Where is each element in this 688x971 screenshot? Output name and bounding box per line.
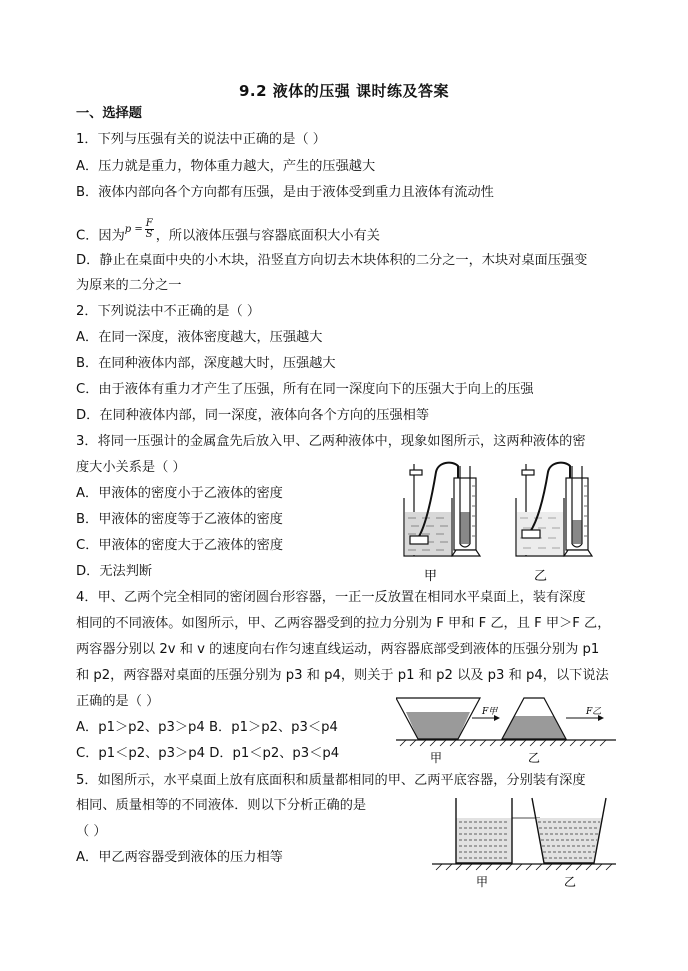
q4-options-cd: C．p1＜p2、p3＞p4 D．p1＜p2、p3＜p4 bbox=[76, 746, 340, 761]
q2-option-a: A．在同一深度，液体密度越大，压强越大 bbox=[76, 330, 323, 345]
gauge-apparatus-jia bbox=[404, 463, 480, 556]
q3-stem-line2: 度大小关系是（ ） bbox=[76, 460, 186, 475]
q4-line3: 两容器分别以 2v 和 v 的速度向右作匀速直线运动，两容器底部受到液体的压强分别为 p1 bbox=[76, 642, 600, 657]
q3-option-c: C．甲液体的密度大于乙液体的密度 bbox=[76, 538, 284, 553]
q1-option-c-suffix: ，所以液体压强与容器底面积大小有关 bbox=[155, 228, 380, 244]
q4-line2: 相同的不同液体。如图所示，甲、乙两容器受到的拉力分别为 F 甲和 F 乙，且 F 甲＞F 乙， bbox=[76, 616, 611, 631]
q3-stem-line1: 3．将同一压强计的金属盒先后放入甲、乙两种液体中，现象如图所示，这两种液体的密 bbox=[76, 434, 586, 449]
cone-container-jia bbox=[396, 698, 480, 739]
q4-figure-cone-containers bbox=[396, 694, 616, 768]
q5-figure-flat-containers bbox=[432, 796, 616, 892]
q3-option-d: D．无法判断 bbox=[76, 564, 153, 579]
q4-line4: 和 p2，两容器对桌面的压强分别为 p3 和 p4，则关于 p1 和 p2 以及 p3 和 p4，以下说法 bbox=[76, 668, 609, 683]
q2-option-b: B．在同种液体内部，深度越大时，压强越大 bbox=[76, 356, 336, 371]
q4-options-ab: A．p1＞p2、p3＞p4 B．p1＞p2、p3＜p4 bbox=[76, 720, 338, 735]
q1-option-b: B．液体内部向各个方向都有压强，是由于液体受到重力且液体有流动性 bbox=[76, 185, 494, 200]
q5-line1: 5．如图所示，水平桌面上放有底面积和质量都相同的甲、乙两平底容器，分别装有深度 bbox=[76, 773, 586, 788]
flat-container-jia bbox=[456, 798, 512, 863]
formula-denominator: S bbox=[145, 229, 153, 240]
section-heading: 一、选择题 bbox=[76, 106, 142, 121]
q3-label-jia: 甲 bbox=[424, 569, 438, 584]
force-label-yi: F乙 bbox=[586, 707, 602, 717]
q1-option-c bbox=[76, 218, 380, 246]
q5-option-a: A．甲乙两容器受到液体的压力相等 bbox=[76, 850, 283, 865]
q2-option-d: D．在同种液体内部，同一深度，液体向各个方向的压强相等 bbox=[76, 408, 430, 423]
q4-label-jia: 甲 bbox=[430, 751, 443, 765]
cone-container-yi bbox=[502, 698, 566, 739]
flat-container-yi bbox=[532, 798, 606, 863]
q1-stem: 1．下列与压强有关的说法中正确的是（ ） bbox=[76, 132, 326, 147]
formula-p: p = bbox=[124, 224, 143, 235]
q1-option-d-line1: D．静止在桌面中央的小木块，沿竖直方向切去木块体积的二分之一，木块对桌面压强变 bbox=[76, 253, 588, 268]
q3-label-yi: 乙 bbox=[534, 569, 548, 584]
q5-label-jia: 甲 bbox=[476, 875, 489, 889]
q1-option-c-prefix: C．因为 bbox=[76, 228, 125, 244]
force-label-jia: F甲 bbox=[482, 707, 498, 717]
q3-option-b: B．甲液体的密度等于乙液体的密度 bbox=[76, 512, 283, 527]
q5-label-yi: 乙 bbox=[564, 875, 577, 889]
q2-stem: 2．下列说法中不正确的是（ ） bbox=[76, 304, 261, 319]
q4-line1: 4．甲、乙两个完全相同的密闭圆台形容器，一正一反放置在相同水平桌面上，装有深度 bbox=[76, 590, 586, 605]
q5-line3: （ ） bbox=[76, 824, 107, 839]
q4-label-yi: 乙 bbox=[528, 751, 541, 765]
q3-option-a: A．甲液体的密度小于乙液体的密度 bbox=[76, 486, 283, 501]
q2-option-c: C．由于液体有重力才产生了压强，所有在同一深度向下的压强大于向上的压强 bbox=[76, 382, 534, 397]
q5-line2: 相同、质量相等的不同液体．则以下分析正确的是 bbox=[76, 798, 367, 813]
page-title: 9.2 液体的压强 课时练及答案 bbox=[238, 82, 450, 100]
q4-line5: 正确的是（ ） bbox=[76, 694, 160, 709]
formula-numerator: F bbox=[145, 218, 153, 229]
gauge-apparatus-yi bbox=[516, 463, 592, 556]
q1-option-a: A．压力就是重力，物体重力越大，产生的压强越大 bbox=[76, 159, 376, 174]
q3-figure-pressure-gauges bbox=[396, 456, 606, 588]
pressure-formula bbox=[125, 219, 154, 240]
q1-option-d-line2: 为原来的二分之一 bbox=[76, 278, 182, 293]
